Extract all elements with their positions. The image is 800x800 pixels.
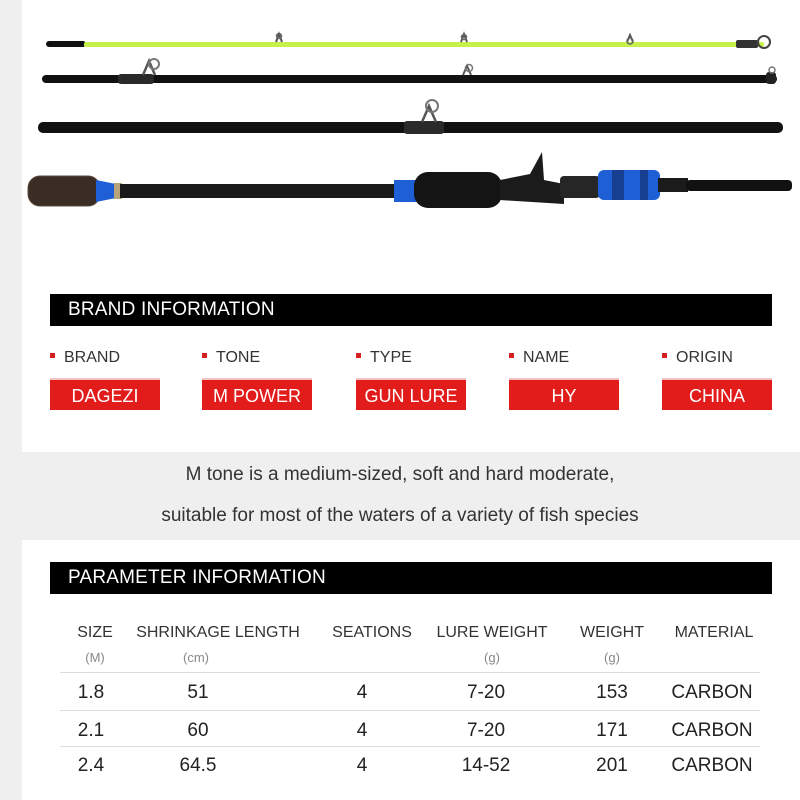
table-cell: 60 — [187, 720, 209, 741]
table-cell: 171 — [596, 720, 628, 741]
table-cell: 51 — [187, 682, 209, 703]
unit-size: (M) — [85, 650, 105, 665]
fishing-rod-sections-image — [0, 0, 800, 260]
brand-item-tone — [202, 348, 312, 410]
table-cell: 64.5 — [179, 755, 217, 776]
brand-label: BRAND — [64, 349, 121, 366]
brand-item-name — [509, 348, 619, 410]
bullet-icon — [662, 353, 667, 358]
header-seations: SEATIONS — [332, 624, 412, 641]
brand-item-brand — [50, 348, 160, 410]
rod-handle-section — [28, 152, 792, 208]
table-cell: 14-52 — [461, 755, 511, 776]
table-cell: CARBON — [671, 720, 753, 741]
table-cell: 153 — [596, 682, 628, 703]
row-divider — [60, 746, 760, 747]
header-weight: WEIGHT — [580, 624, 644, 641]
table-cell: 4 — [356, 682, 368, 703]
tone-label: TONE — [216, 349, 261, 366]
header-material: MATERIAL — [674, 624, 754, 641]
table-cell: 2.4 — [77, 755, 105, 776]
table-cell: 7-20 — [466, 682, 506, 703]
parameter-information-header: PARAMETER INFORMATION — [50, 562, 772, 594]
header-size: SIZE — [77, 624, 113, 641]
rod-section-2 — [42, 59, 777, 84]
unit-shrinkage-length: (cm) — [183, 650, 209, 665]
table-cell: 2.1 — [77, 720, 105, 741]
rod-tip-section — [46, 34, 770, 49]
header-lure-weight: LURE WEIGHT — [436, 624, 548, 641]
origin-value: CHINA — [662, 378, 772, 410]
bullet-icon — [50, 353, 55, 358]
brand-item-origin — [662, 348, 772, 410]
header-shrinkage-length: SHRINKAGE LENGTH — [136, 624, 300, 641]
row-divider — [60, 672, 760, 673]
type-label: TYPE — [370, 349, 412, 366]
bullet-icon — [202, 353, 207, 358]
name-label: NAME — [523, 349, 570, 366]
unit-weight: (g) — [604, 650, 620, 665]
table-cell: 201 — [596, 755, 628, 776]
type-value: GUN LURE — [356, 378, 466, 410]
rod-section-3 — [38, 100, 783, 134]
brand-information-header: BRAND INFORMATION — [50, 294, 772, 326]
table-cell: CARBON — [671, 682, 753, 703]
table-cell: 4 — [356, 755, 368, 776]
origin-label: ORIGIN — [676, 349, 733, 366]
brand-value: DAGEZI — [50, 378, 160, 410]
description-line-2: suitable for most of the waters of a variety of fish species — [161, 505, 639, 526]
table-cell: 7-20 — [466, 720, 506, 741]
bullet-icon — [509, 353, 514, 358]
unit-lure-weight: (g) — [484, 650, 500, 665]
name-value: HY — [509, 378, 619, 410]
description-line-1: M tone is a medium-sized, soft and hard moderate, — [185, 464, 615, 485]
parameter-table — [50, 602, 772, 792]
row-divider — [60, 710, 760, 711]
table-cell: CARBON — [671, 755, 753, 776]
bullet-icon — [356, 353, 361, 358]
table-cell: 1.8 — [77, 682, 105, 703]
tone-value: M POWER — [202, 378, 312, 410]
table-cell: 4 — [356, 720, 368, 741]
brand-item-type — [356, 348, 466, 410]
rod-illustration — [0, 0, 800, 260]
